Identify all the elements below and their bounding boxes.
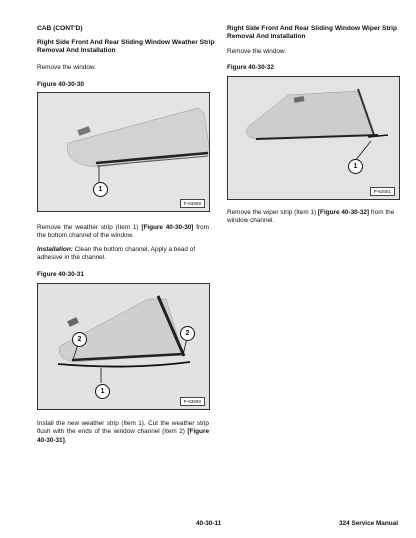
manual-title: 324 Service Manual bbox=[339, 520, 398, 527]
figure-reference: [Figure 40-30-32] bbox=[317, 209, 370, 216]
callout-1: 1 bbox=[348, 159, 363, 174]
weather-text-main: Remove the weather strip (Item 1) bbox=[37, 224, 142, 231]
callout-1: 1 bbox=[95, 384, 110, 399]
figure-40-30-31 bbox=[37, 283, 210, 410]
figure-label-30: Figure 40-30-30 bbox=[37, 81, 84, 88]
left-heading: Right Side Front And Rear Sliding Window Weather Strip Removal And Installation bbox=[37, 39, 215, 55]
wiper-text-tail: from the window channel. bbox=[227, 209, 395, 225]
left-install-text bbox=[37, 420, 209, 445]
section-title: CAB (CONT'D) bbox=[37, 25, 83, 32]
photo-code: P-63661 bbox=[370, 187, 395, 196]
callout-1: 1 bbox=[93, 182, 108, 197]
photo-code: P-63659 bbox=[180, 199, 205, 208]
window-photo bbox=[38, 284, 209, 409]
window-photo bbox=[228, 77, 399, 199]
left-weather-text bbox=[37, 224, 209, 241]
figure-label-31: Figure 40-30-31 bbox=[37, 271, 84, 278]
installation-label: Installation: bbox=[37, 246, 73, 253]
right-remove-text: Remove the window. bbox=[227, 48, 286, 55]
installation-note bbox=[37, 246, 209, 263]
page-number: 40-30-11 bbox=[196, 520, 222, 527]
install-text-tail: . bbox=[64, 436, 67, 444]
install-text-main: Install the new weather strip (Item 1). Cut the weather strip flush with the ends of the window channel (Item 2) bbox=[37, 420, 209, 436]
photo-code: P-63660 bbox=[180, 397, 205, 406]
right-wiper-text bbox=[227, 209, 399, 226]
callout-2-right: 2 bbox=[180, 326, 195, 341]
figure-40-30-30 bbox=[37, 92, 210, 212]
right-heading: Right Side Front And Rear Sliding Window Wiper Strip Removal And Installation bbox=[227, 25, 397, 41]
figure-reference: [Figure 40-30-31] bbox=[37, 428, 209, 444]
wiper-text-main: Remove the wiper strip (Item 1) bbox=[227, 209, 318, 216]
figure-label-32: Figure 40-30-32 bbox=[227, 64, 274, 71]
weather-text-tail: from the bottom channel of the window. bbox=[37, 224, 209, 240]
left-remove-text: Remove the window. bbox=[37, 64, 96, 71]
figure-40-30-32 bbox=[227, 76, 400, 200]
callout-2-left: 2 bbox=[72, 332, 87, 347]
window-photo bbox=[38, 93, 209, 211]
installation-text: Clean the bottom channel. Apply a bead of adhesive in the channel. bbox=[37, 246, 196, 262]
figure-reference: [Figure 40-30-30] bbox=[141, 224, 194, 231]
